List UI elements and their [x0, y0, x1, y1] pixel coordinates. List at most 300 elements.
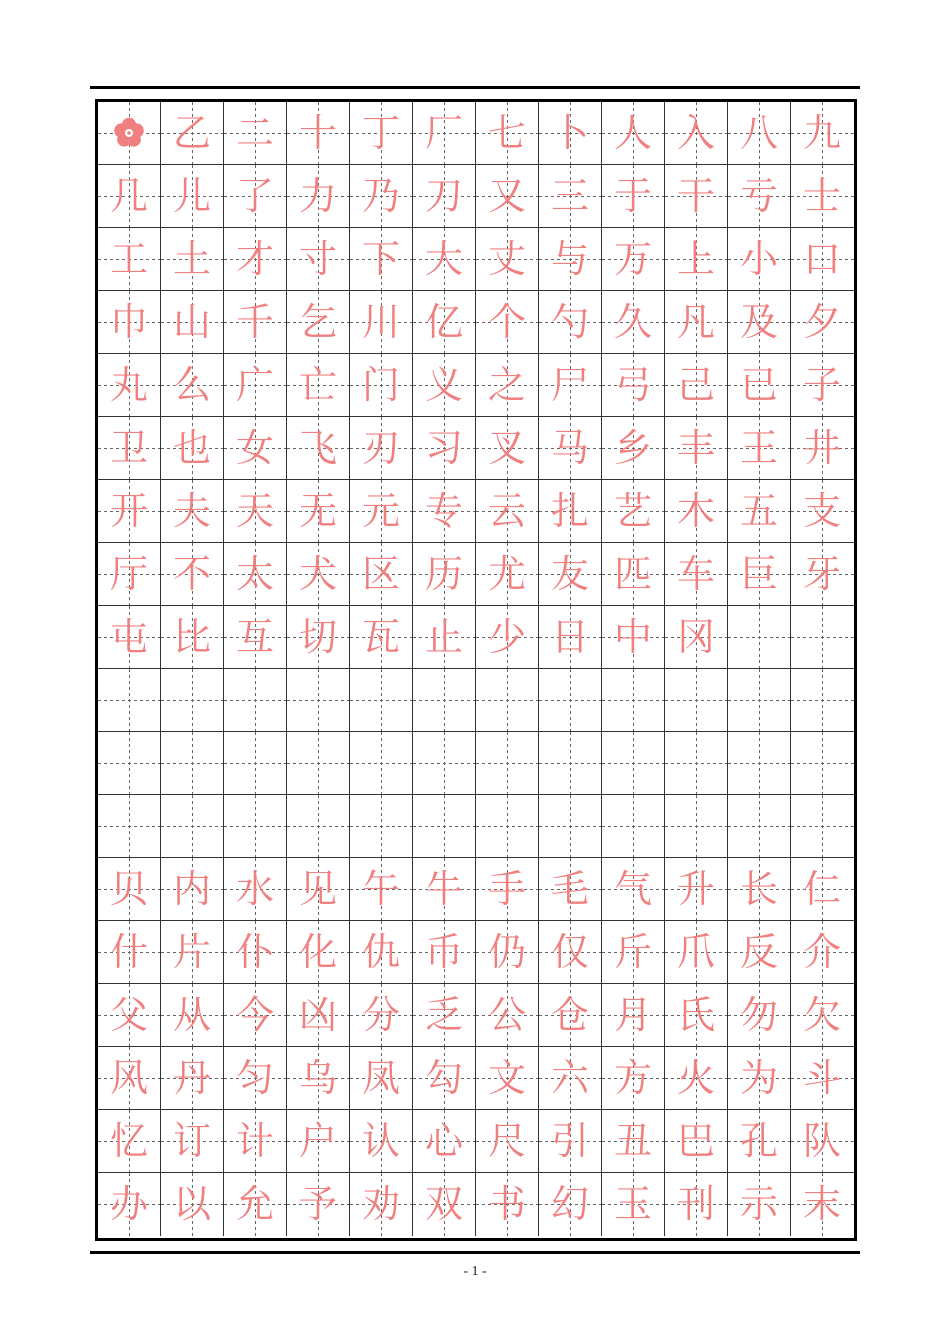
grid-cell [287, 480, 350, 543]
grid-cell [476, 858, 539, 921]
practice-character: 凶 [298, 993, 337, 1037]
practice-character: 叉 [487, 426, 526, 470]
practice-character: 习 [424, 426, 463, 470]
grid-cell [665, 1173, 728, 1236]
grid-row [98, 984, 854, 1047]
practice-character: 厂 [424, 111, 463, 155]
grid-cell [161, 732, 224, 795]
grid-cell [791, 417, 854, 480]
grid-cell [350, 543, 413, 606]
grid-cell [413, 858, 476, 921]
grid-cell [539, 795, 602, 858]
grid-cell [413, 1047, 476, 1110]
grid-cell [413, 165, 476, 228]
grid-cell [602, 480, 665, 543]
grid-cell [98, 228, 161, 291]
practice-character: 上 [676, 237, 715, 281]
grid-cell [350, 1047, 413, 1110]
practice-character: 力 [298, 174, 337, 218]
practice-character: 比 [172, 615, 211, 659]
practice-character: 子 [802, 363, 841, 407]
grid-cell [224, 921, 287, 984]
grid-cell [665, 354, 728, 417]
practice-character: 亏 [739, 174, 778, 218]
practice-character: 匀 [235, 1056, 274, 1100]
practice-character: 欠 [802, 993, 841, 1037]
grid-cell [350, 669, 413, 732]
practice-character: 弓 [613, 363, 652, 407]
practice-character: 勿 [739, 993, 778, 1037]
grid-cell [791, 1047, 854, 1110]
grid-cell [413, 354, 476, 417]
grid-cell [224, 984, 287, 1047]
grid-row [98, 165, 854, 228]
practice-character: 八 [739, 111, 778, 155]
grid-cell [287, 228, 350, 291]
grid-cell [350, 1173, 413, 1236]
practice-character: 几 [109, 174, 148, 218]
practice-character: 劝 [361, 1182, 400, 1226]
grid-cell [224, 732, 287, 795]
grid-cell [413, 669, 476, 732]
grid-row [98, 102, 854, 165]
grid-cell [539, 228, 602, 291]
grid-cell [476, 228, 539, 291]
practice-character: 士 [802, 174, 841, 218]
practice-character: 天 [235, 489, 274, 533]
grid-cell [98, 543, 161, 606]
practice-character: 十 [298, 111, 337, 155]
grid-cell [287, 732, 350, 795]
grid-cell [476, 669, 539, 732]
grid-cell [224, 669, 287, 732]
practice-character: 支 [802, 489, 841, 533]
grid-cell [413, 1173, 476, 1236]
practice-character: 仆 [235, 930, 274, 974]
practice-character: 瓦 [361, 615, 400, 659]
grid-cell [350, 1110, 413, 1173]
grid-cell [350, 354, 413, 417]
grid-cell [665, 858, 728, 921]
grid-cell [224, 291, 287, 354]
grid-cell [161, 354, 224, 417]
practice-character: 卫 [109, 426, 148, 470]
practice-character: 丁 [361, 111, 400, 155]
grid-row [98, 1047, 854, 1110]
grid-cell [287, 291, 350, 354]
practice-character: 山 [172, 300, 211, 344]
grid-row [98, 921, 854, 984]
grid-cell [161, 228, 224, 291]
practice-character: 丸 [109, 363, 148, 407]
practice-character: 冈 [676, 615, 715, 659]
practice-character: 丹 [172, 1056, 211, 1100]
practice-character: 玉 [613, 1182, 652, 1226]
grid-cell [161, 102, 224, 165]
grid-cell [98, 984, 161, 1047]
grid-cell [161, 480, 224, 543]
grid-cell [728, 417, 791, 480]
practice-character: 少 [487, 615, 526, 659]
grid-cell [413, 228, 476, 291]
practice-character: 无 [298, 489, 337, 533]
practice-character: 乌 [298, 1056, 337, 1100]
practice-character: 公 [487, 993, 526, 1037]
practice-character: 扎 [550, 489, 589, 533]
grid-cell [224, 543, 287, 606]
grid-cell [602, 1110, 665, 1173]
grid-cell [665, 291, 728, 354]
practice-character: 万 [613, 237, 652, 281]
practice-character: 广 [235, 363, 274, 407]
practice-character: 贝 [109, 867, 148, 911]
practice-character: 己 [676, 363, 715, 407]
practice-character: 干 [676, 174, 715, 218]
grid-cell [287, 858, 350, 921]
grid-cell [728, 1047, 791, 1110]
practice-character: 儿 [172, 174, 211, 218]
practice-character: 尸 [550, 363, 589, 407]
practice-character: 爪 [676, 930, 715, 974]
grid-cell [602, 858, 665, 921]
practice-character: 牙 [802, 552, 841, 596]
grid-cell [665, 228, 728, 291]
practice-character: 片 [172, 930, 211, 974]
grid-cell [98, 354, 161, 417]
top-rule [90, 86, 860, 89]
grid-cell [539, 543, 602, 606]
grid-cell [413, 606, 476, 669]
grid-cell [224, 795, 287, 858]
grid-cell [98, 102, 161, 165]
grid-cell [413, 480, 476, 543]
practice-character: 分 [361, 993, 400, 1037]
grid-row [98, 543, 854, 606]
practice-grid [95, 99, 857, 1241]
grid-cell [224, 228, 287, 291]
practice-character: 云 [487, 489, 526, 533]
practice-character: 巨 [739, 552, 778, 596]
grid-cell [728, 795, 791, 858]
grid-cell [413, 732, 476, 795]
grid-cell [476, 1173, 539, 1236]
grid-cell [98, 165, 161, 228]
grid-cell [287, 165, 350, 228]
grid-cell [161, 543, 224, 606]
grid-cell [98, 480, 161, 543]
grid-cell [476, 480, 539, 543]
grid-cell [98, 417, 161, 480]
grid-cell [224, 165, 287, 228]
grid-cell [728, 669, 791, 732]
grid-cell [476, 543, 539, 606]
grid-cell [602, 984, 665, 1047]
grid-cell [665, 669, 728, 732]
grid-cell [413, 291, 476, 354]
grid-cell [728, 1110, 791, 1173]
practice-character: 亡 [298, 363, 337, 407]
grid-cell [665, 543, 728, 606]
grid-cell [350, 102, 413, 165]
practice-character: 车 [676, 552, 715, 596]
practice-character: 凡 [676, 300, 715, 344]
grid-cell [791, 984, 854, 1047]
grid-cell [665, 795, 728, 858]
grid-cell [791, 228, 854, 291]
practice-character: 么 [172, 363, 211, 407]
grid-cell [98, 858, 161, 921]
grid-cell [602, 228, 665, 291]
grid-cell [224, 858, 287, 921]
grid-cell [728, 858, 791, 921]
grid-row [98, 669, 854, 732]
grid-cell [98, 921, 161, 984]
grid-cell [98, 1047, 161, 1110]
grid-cell [791, 921, 854, 984]
grid-cell [728, 102, 791, 165]
practice-character: 丰 [676, 426, 715, 470]
practice-character: 马 [550, 426, 589, 470]
practice-character: 女 [235, 426, 274, 470]
grid-cell [350, 606, 413, 669]
grid-cell [602, 354, 665, 417]
grid-cell [287, 1110, 350, 1173]
practice-character: 亿 [424, 300, 463, 344]
grid-cell [287, 984, 350, 1047]
practice-character: 末 [802, 1182, 841, 1226]
practice-character: 凤 [361, 1056, 400, 1100]
grid-cell [602, 795, 665, 858]
grid-cell [350, 732, 413, 795]
grid-cell [413, 1110, 476, 1173]
practice-character: 牛 [424, 867, 463, 911]
grid-cell [665, 921, 728, 984]
grid-cell [728, 228, 791, 291]
grid-cell [791, 291, 854, 354]
grid-row [98, 417, 854, 480]
grid-cell [287, 417, 350, 480]
practice-character: 丈 [487, 237, 526, 281]
grid-cell [350, 858, 413, 921]
practice-character: 币 [424, 930, 463, 974]
practice-character: 中 [613, 615, 652, 659]
practice-character: 勺 [550, 300, 589, 344]
grid-cell [476, 102, 539, 165]
grid-cell [539, 417, 602, 480]
grid-cell [602, 1173, 665, 1236]
grid-cell [287, 1047, 350, 1110]
practice-character: 三 [550, 174, 589, 218]
grid-cell [413, 921, 476, 984]
grid-cell [791, 480, 854, 543]
grid-row [98, 354, 854, 417]
practice-character: 予 [298, 1182, 337, 1226]
practice-character: 五 [739, 489, 778, 533]
bottom-rule [90, 1251, 860, 1254]
practice-character: 认 [361, 1119, 400, 1163]
practice-character: 方 [613, 1056, 652, 1100]
grid-cell [161, 1047, 224, 1110]
practice-character: 了 [235, 174, 274, 218]
practice-character: 个 [487, 300, 526, 344]
grid-cell [791, 669, 854, 732]
practice-character: 互 [235, 615, 274, 659]
grid-cell [539, 354, 602, 417]
practice-character: 勾 [424, 1056, 463, 1100]
practice-character: 心 [424, 1119, 463, 1163]
grid-cell [350, 795, 413, 858]
grid-cell [539, 291, 602, 354]
grid-cell [791, 606, 854, 669]
grid-cell [791, 1110, 854, 1173]
practice-character: 切 [298, 615, 337, 659]
practice-character: 水 [235, 867, 274, 911]
practice-character: 丑 [613, 1119, 652, 1163]
practice-character: 从 [172, 993, 211, 1037]
practice-character: 之 [487, 363, 526, 407]
grid-cell [224, 102, 287, 165]
practice-character: 乃 [361, 174, 400, 218]
practice-character: 内 [172, 867, 211, 911]
grid-cell [539, 1173, 602, 1236]
grid-cell [161, 984, 224, 1047]
grid-cell [539, 921, 602, 984]
grid-cell [287, 921, 350, 984]
grid-cell [161, 165, 224, 228]
grid-cell [665, 1047, 728, 1110]
practice-character: 为 [739, 1056, 778, 1100]
practice-character: 才 [235, 237, 274, 281]
practice-character: 风 [109, 1056, 148, 1100]
practice-character: 火 [676, 1056, 715, 1100]
grid-cell [791, 795, 854, 858]
grid-cell [287, 1173, 350, 1236]
grid-cell [224, 480, 287, 543]
practice-character: 止 [424, 615, 463, 659]
practice-character: 见 [298, 867, 337, 911]
grid-cell [476, 606, 539, 669]
practice-character: 化 [298, 930, 337, 974]
grid-cell [161, 606, 224, 669]
practice-character: 友 [550, 552, 589, 596]
grid-cell [791, 1173, 854, 1236]
grid-cell [287, 795, 350, 858]
grid-cell [350, 984, 413, 1047]
grid-cell [791, 732, 854, 795]
grid-cell [350, 480, 413, 543]
practice-character: 刀 [424, 174, 463, 218]
grid-cell [539, 984, 602, 1047]
grid-cell [350, 165, 413, 228]
grid-cell [602, 606, 665, 669]
practice-character: 反 [739, 930, 778, 974]
practice-character: 土 [172, 237, 211, 281]
grid-cell [98, 606, 161, 669]
practice-character: 又 [487, 174, 526, 218]
practice-character: 什 [109, 930, 148, 974]
grid-cell [539, 165, 602, 228]
practice-character: 书 [487, 1182, 526, 1226]
grid-cell [476, 354, 539, 417]
grid-cell [98, 1110, 161, 1173]
practice-character: 与 [550, 237, 589, 281]
practice-character: 元 [361, 489, 400, 533]
grid-cell [602, 1047, 665, 1110]
grid-cell [287, 606, 350, 669]
grid-row [98, 228, 854, 291]
practice-character: 于 [613, 174, 652, 218]
grid-cell [413, 417, 476, 480]
practice-character: 巾 [109, 300, 148, 344]
practice-character: 订 [172, 1119, 211, 1163]
practice-character: 尺 [487, 1119, 526, 1163]
page-number: - 1 - [463, 1264, 487, 1279]
grid-cell [791, 102, 854, 165]
grid-cell [350, 417, 413, 480]
grid-cell [413, 984, 476, 1047]
practice-character: 川 [361, 300, 400, 344]
grid-cell [539, 858, 602, 921]
practice-character: 氏 [676, 993, 715, 1037]
practice-character: 井 [802, 426, 841, 470]
practice-character: 区 [361, 552, 400, 596]
practice-character: 卜 [550, 111, 589, 155]
grid-cell [602, 417, 665, 480]
practice-character: 午 [361, 867, 400, 911]
practice-character: 介 [802, 930, 841, 974]
grid-cell [539, 480, 602, 543]
grid-cell [287, 102, 350, 165]
grid-cell [602, 669, 665, 732]
grid-cell [224, 606, 287, 669]
grid-cell [98, 732, 161, 795]
grid-cell [476, 984, 539, 1047]
practice-character: 入 [676, 111, 715, 155]
practice-character: 仍 [487, 930, 526, 974]
grid-cell [161, 921, 224, 984]
grid-cell [161, 795, 224, 858]
grid-cell [728, 165, 791, 228]
grid-cell [350, 291, 413, 354]
grid-row [98, 291, 854, 354]
practice-character: 幻 [550, 1182, 589, 1226]
grid-row [98, 732, 854, 795]
grid-cell [602, 543, 665, 606]
practice-character: 下 [361, 237, 400, 281]
grid-cell [665, 984, 728, 1047]
practice-character: 手 [487, 867, 526, 911]
grid-cell [539, 732, 602, 795]
grid-cell [161, 858, 224, 921]
practice-character: 长 [739, 867, 778, 911]
grid-cell [602, 165, 665, 228]
practice-character: 巴 [676, 1119, 715, 1163]
practice-character: 义 [424, 363, 463, 407]
grid-cell [665, 1110, 728, 1173]
practice-character: 以 [172, 1182, 211, 1226]
practice-character: 仅 [550, 930, 589, 974]
grid-cell [665, 732, 728, 795]
grid-cell [476, 795, 539, 858]
grid-row [98, 858, 854, 921]
grid-cell [476, 165, 539, 228]
grid-cell [602, 921, 665, 984]
grid-cell [161, 291, 224, 354]
practice-character: 飞 [298, 426, 337, 470]
practice-character: 寸 [298, 237, 337, 281]
grid-cell [98, 795, 161, 858]
grid-cell [224, 1173, 287, 1236]
